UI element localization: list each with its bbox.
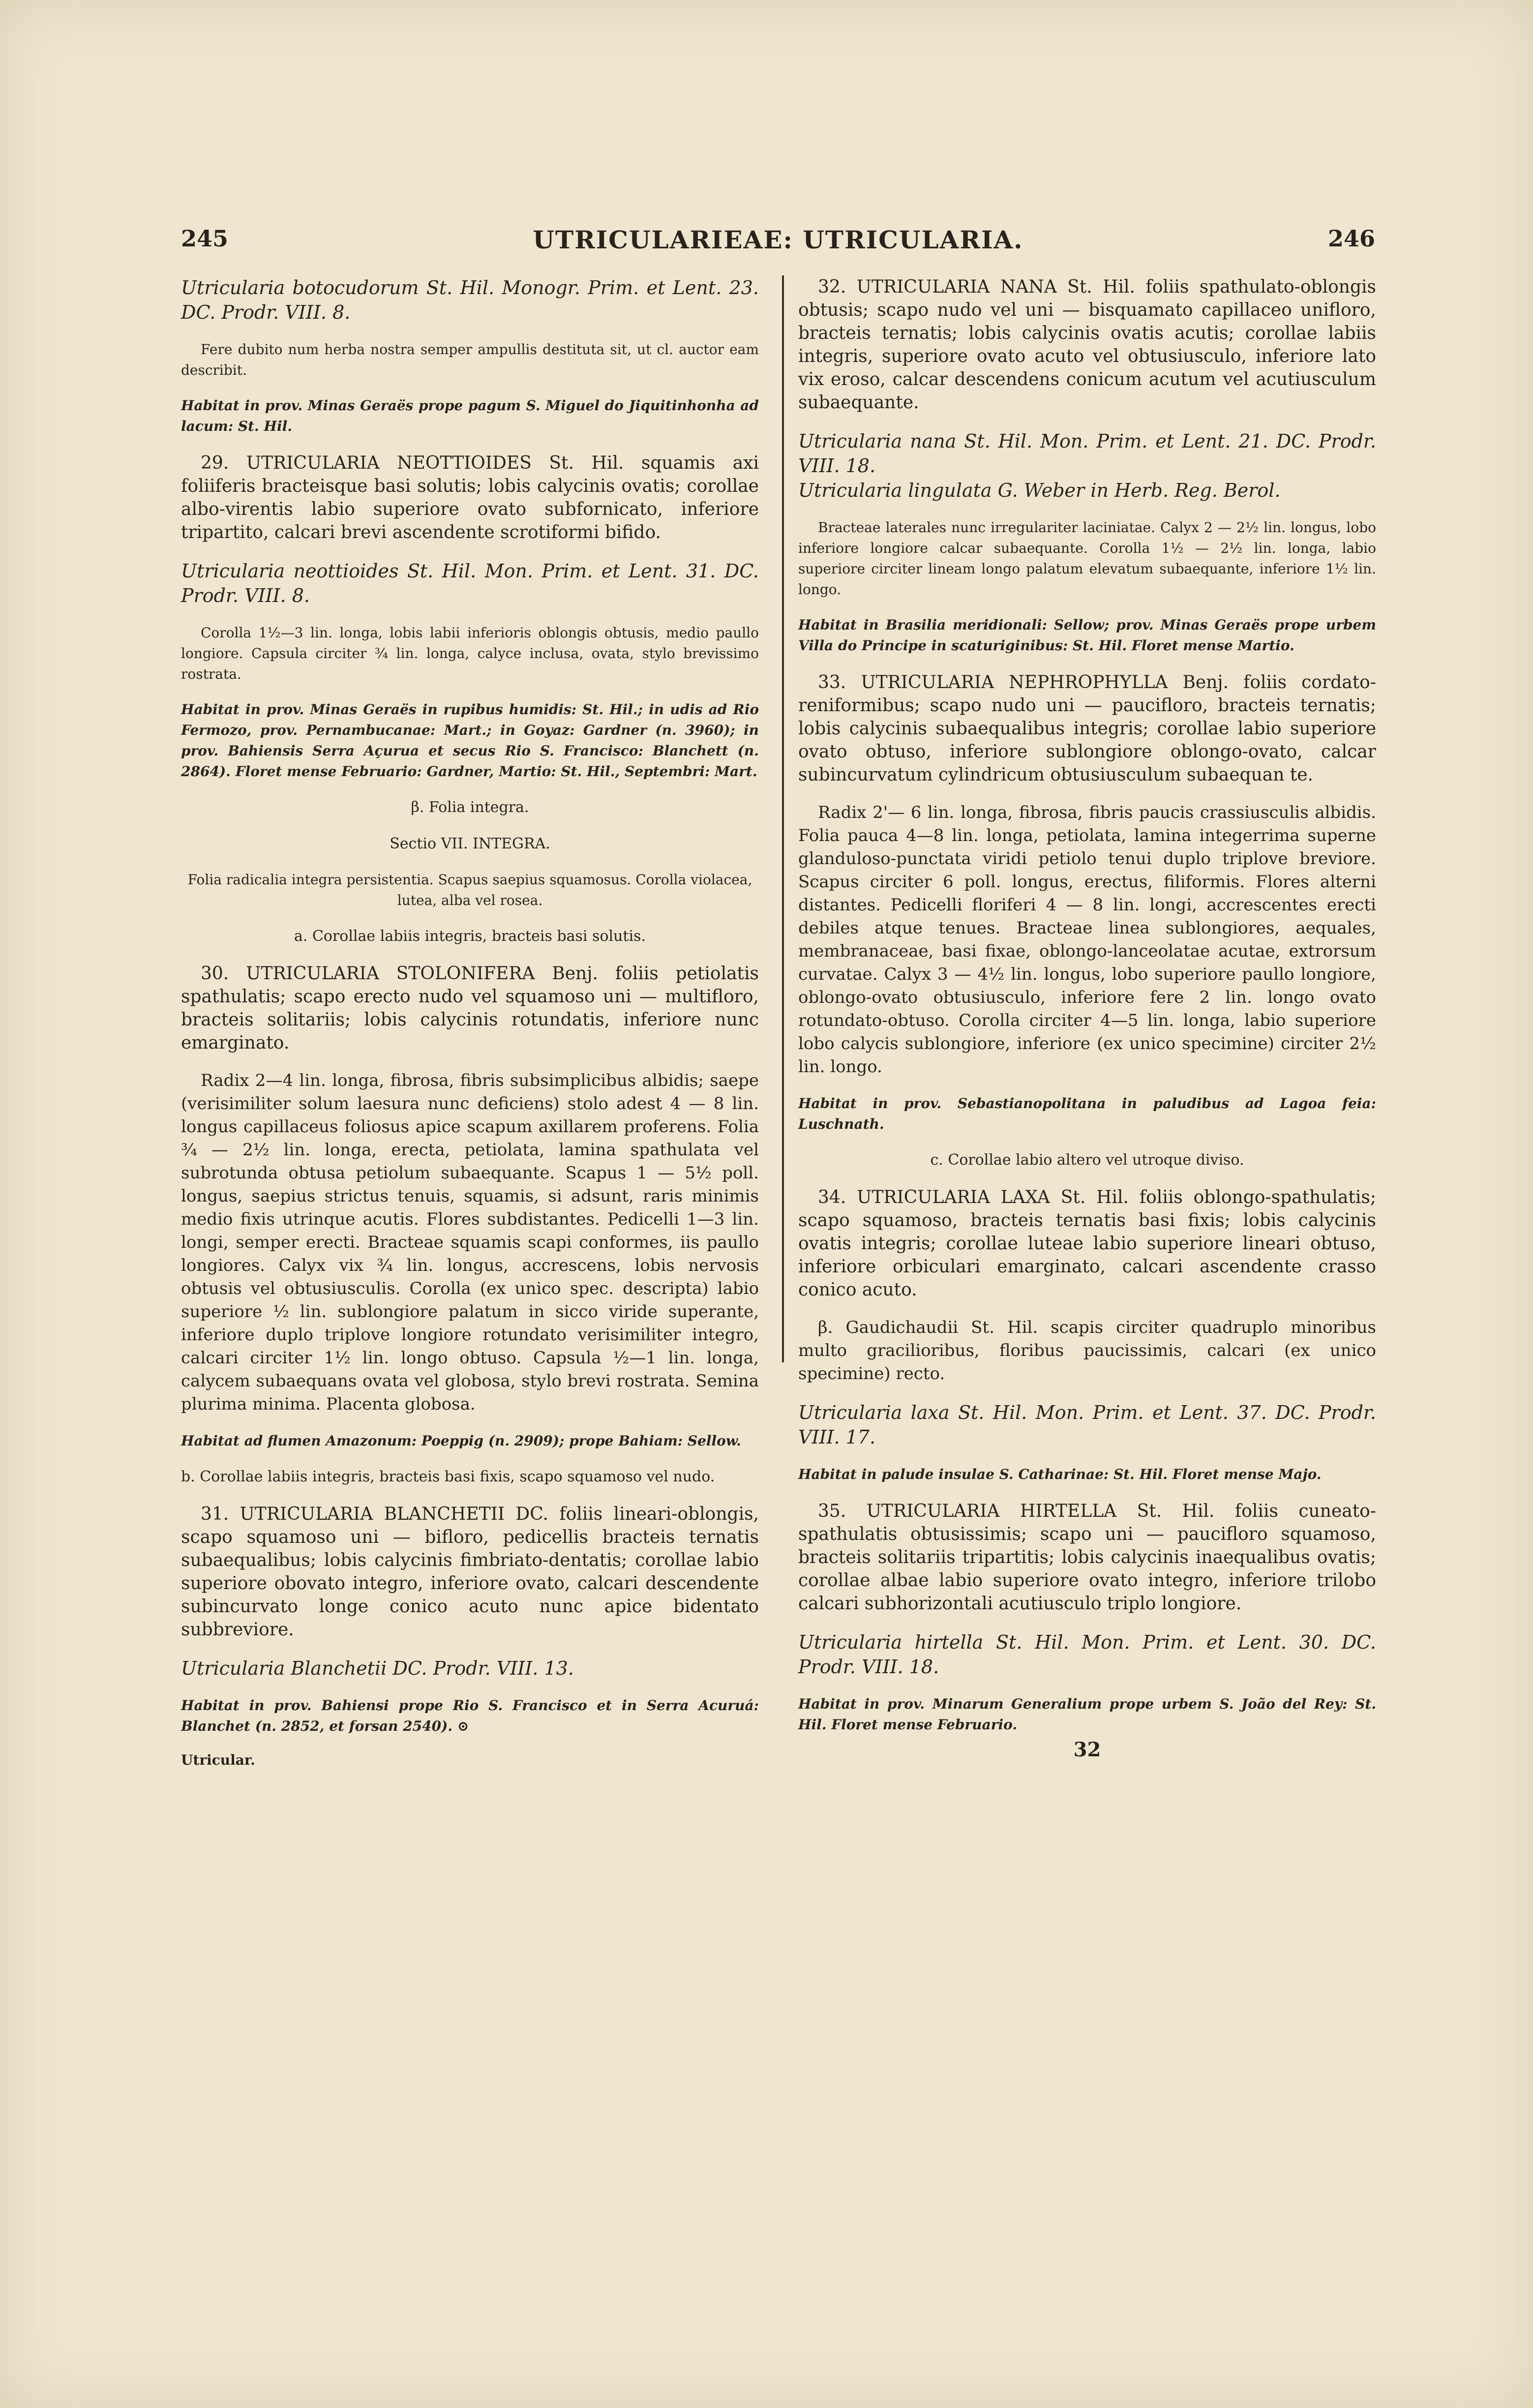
habitat: Habitat in palude insulae S. Catharinae: St. Hil. Floret mense Majo.	[798, 1466, 1322, 1482]
species-entry: 34. UTRICULARIA LAXA St. Hil. foliis oblongo-spathulatis; scapo squamoso, bracteis ternatis basi fixis; lobis calycinis ovatis integris; corollae luteae labio superiore lineari obtuso, inferiore orbiculari emarginato, calcari ascendente crasso conico acuto.	[798, 1187, 1376, 1300]
habitat: Habitat ad flumen Amazonum: Poeppig (n. 2909); prope Bahiam: Sellow.	[181, 1433, 741, 1449]
reference: Utricularia lingulata G. Weber in Herb. Reg. Berol.	[798, 480, 1281, 501]
habitat: Habitat in prov. Sebastianopolitana in paludibus ad Lagoa feia: Luschnath.	[798, 1095, 1376, 1132]
page-header	[181, 225, 1375, 260]
right-column	[798, 275, 1376, 1761]
description: Corolla 1½—3 lin. longa, lobis labii inferioris oblongis obtusis, medio paullo longiore. Capsula circiter ¾ lin. longa, calyce inclusa, ovata, stylo brevissimo rostrata.	[181, 625, 759, 682]
description: Bracteae laterales nunc irregulariter laciniatae. Calyx 2 — 2½ lin. longus, lobo inferiore longiore calcar subaequante. Corolla 1½ — 2½ lin. longa, labio superiore circiter lineam longo palatum elevatum subaequante, inferiore 1½ lin. longo.	[798, 519, 1376, 598]
description: Radix 2—4 lin. longa, fibrosa, fibris subsimplicibus albidis; saepe (verisimiliter solum laesura nunc deficiens) stolo adest 4 — 8 lin. longus capillaceus foliosus apice scapum axillarem proferens. Folia ¾ — 2½ lin. longa, erecta, petiolata, lamina spathulata vel subrotunda obtusa petiolum subaequante. Scapus 1 — 5½ poll. longus, saepius strictus tenuis, squamis, si adsunt, raris minimis medio fixis utrinque acutis. Flores subdistantes. Pedicelli 1—3 lin. longi, semper erecti. Bracteae squamis scapi conformes, iis paullo longiores. Calyx vix ¾ lin. longus, accrescens, lobis nervosis obtusis vel obtusiusculis. Corolla (ex unico spec. descripta) labio superiore ½ lin. sublongiore palatum in sicco viride superante, inferiore duplo triplove longiore rotundato verisimiliter integro, calcari circiter 1½ lin. longo obtuso. Capsula ½—1 lin. longa, calycem subaequans ovata vel globosa, stylo brevi rostrata. Semina plurima minima. Placenta globosa.	[181, 1071, 759, 1414]
species-entry: 31. UTRICULARIA BLANCHETII DC. foliis lineari-oblongis, scapo squamoso uni — bifloro, pedicellis bracteis ternatis subaequalibus; lobis calycinis fimbriato-dentatis; corollae labio superiore obovato integro, inferiore ovato, calcari descendente subincurvato longe conico acuto nunc apice bidentato subbreviore.	[181, 1504, 759, 1640]
reference: Utricularia neottioides St. Hil. Mon. Prim. et Lent. 31. DC. Prodr. VIII. 8.	[181, 560, 759, 606]
right-page-number: 246	[1327, 225, 1375, 252]
habitat: Habitat in Brasilia meridionali: Sellow; prov. Minas Geraës prope urbem Villa do Principe in scaturiginibus: St. Hil. Floret mense Martio.	[798, 617, 1376, 654]
description: Radix 2'— 6 lin. longa, fibrosa, fibris paucis crassiusculis albidis. Folia pauca 4—8 lin. longa, petiolata, lamina integerrima superne glanduloso-punctata viridi petiolo tenui duplo triplove breviore. Scapus circiter 6 poll. longus, erectus, filiformis. Flores alterni distantes. Pedicelli floriferi 4 — 8 lin. longi, accrescentes erecti debiles atque tenues. Bracteae linea sublongiores, aequales, membranaceae, basi fixae, oblongo-lanceolatae acutae, extrorsum curvatae. Calyx 3 — 4½ lin. longus, lobo superiore paullo longiore, oblongo-ovato obtusiusculo, inferiore fere 2 lin. longo ovato rotundato-obtuso. Corolla circiter 4—5 lin. longa, labio superiore lobo calycis sublongiore, inferiore (ex unico specimine) circiter 2½ lin. longo.	[798, 803, 1376, 1077]
reference: Utricularia laxa St. Hil. Mon. Prim. et Lent. 37. DC. Prodr. VIII. 17.	[798, 1402, 1376, 1448]
group-heading: c. Corollae labio altero vel utroque diviso.	[930, 1151, 1244, 1169]
species-entry: 33. UTRICULARIA NEPHROPHYLLA Benj. foliis cordato-reniformibus; scapo nudo uni — paucifloro, bracteis ternatis; lobis calycinis subaequalibus integris; corollae labio superiore ovato obtuso, inferiore sublongiore oblongo-ovato, calcar subincurvatum cylindricum obtusiusculum subaequan te.	[798, 672, 1376, 785]
group-heading: a. Corollae labiis integris, bracteis basi solutis.	[294, 928, 646, 945]
section-description: Folia radicalia integra persistentia. Scapus saepius squamosus. Corolla violacea, lutea, alba vel rosea.	[187, 872, 752, 908]
species-entry: 35. UTRICULARIA HIRTELLA St. Hil. foliis cuneato-spathulatis obtusissimis; scapo uni — paucifloro squamoso, bracteis solitariis tripartitis; lobis calycinis inaequalibus ovatis; corollae albae labio superiore ovato integro, inferiore trilobo calcari subhorizontali acutiusculo triplo longiore.	[798, 1501, 1376, 1614]
left-page-number: 245	[181, 225, 229, 252]
note: Fere dubito num herba nostra semper ampullis destituta sit, ut cl. auctor eam describit.	[181, 341, 759, 378]
running-title: UTRICULARIEAE: UTRICULARIA.	[533, 225, 1023, 254]
species-entry: 30. UTRICULARIA STOLONIFERA Benj. foliis petiolatis spathulatis; scapo erecto nudo vel squamoso uni — multifloro, bracteis solitariis; lobis calycinis rotundatis, inferiore nunc emarginato.	[181, 963, 759, 1053]
habitat: Habitat in prov. Minarum Generalium prope urbem S. João del Rey: St. Hil. Floret mense Februario.	[798, 1696, 1376, 1733]
variety: β. Gaudichaudii St. Hil. scapis circiter quadruplo minoribus multo gracilioribus, floribus paucissimis, calcari (ex unico specimine) recto.	[798, 1318, 1376, 1384]
reference: Utricularia botocudorum St. Hil. Monogr. Prim. et Lent. 23. DC. Prodr. VIII. 8.	[181, 277, 759, 323]
reference: Utricularia nana St. Hil. Mon. Prim. et Lent. 21. DC. Prodr. VIII. 18.	[798, 430, 1376, 477]
habitat: Habitat in prov. Minas Geraës in rupibus humidis: St. Hil.; in udis ad Rio Fermozo, prov. Pernambucanae: Mart.; in Goyaz: Gardner (n. 3960); in prov. Bahiensis Serra Açurua et secus Rio S. Francisco: Blanchett (n. 2864). Floret mense Februario: Gardner, Martio: St. Hil., Septembri: Mart.	[181, 701, 759, 780]
habitat: Habitat in prov. Minas Geraës prope pagum S. Miguel do Jiquitinhonha ad lacum: St. Hil.	[181, 397, 759, 434]
left-column	[181, 275, 759, 1772]
subsection-heading: β. Folia integra.	[411, 799, 529, 816]
footer-catchword: Utricular.	[181, 1752, 255, 1768]
signature-mark: 32	[1073, 1738, 1101, 1761]
group-heading: b. Corollae labiis integris, bracteis basi fixis, scapo squamoso vel nudo.	[181, 1468, 715, 1485]
species-entry: 29. UTRICULARIA NEOTTIOIDES St. Hil. squamis axi foliiferis bracteisque basi solutis; lobis calycinis ovatis; corollae albo-virentis labio superiore ovato subfornicato, inferiore tripartito, calcari brevi ascendente scrotiformi bifido.	[181, 453, 759, 542]
species-entry: 32. UTRICULARIA NANA St. Hil. foliis spathulato-oblongis obtusis; scapo nudo vel uni — bisquamato capillaceo unifloro, bracteis ternatis; lobis calycinis ovatis acutis; corollae labiis integris, superiore ovato acuto vel obtusiusculo, inferiore lato vix eroso, calcar descendens conicum acutum vel acutiusculum subaequante.	[798, 277, 1376, 413]
section-heading: Sectio VII. INTEGRA.	[390, 835, 550, 852]
column-divider	[782, 275, 784, 1362]
habitat: Habitat in prov. Bahiensi prope Rio S. Francisco et in Serra Acuruá: Blanchet (n. 2852, et forsan 2540). ⊙	[181, 1697, 759, 1734]
reference: Utricularia hirtella St. Hil. Mon. Prim. et Lent. 30. DC. Prodr. VIII. 18.	[798, 1631, 1376, 1678]
reference: Utricularia Blanchetii DC. Prodr. VIII. 13.	[181, 1657, 574, 1679]
